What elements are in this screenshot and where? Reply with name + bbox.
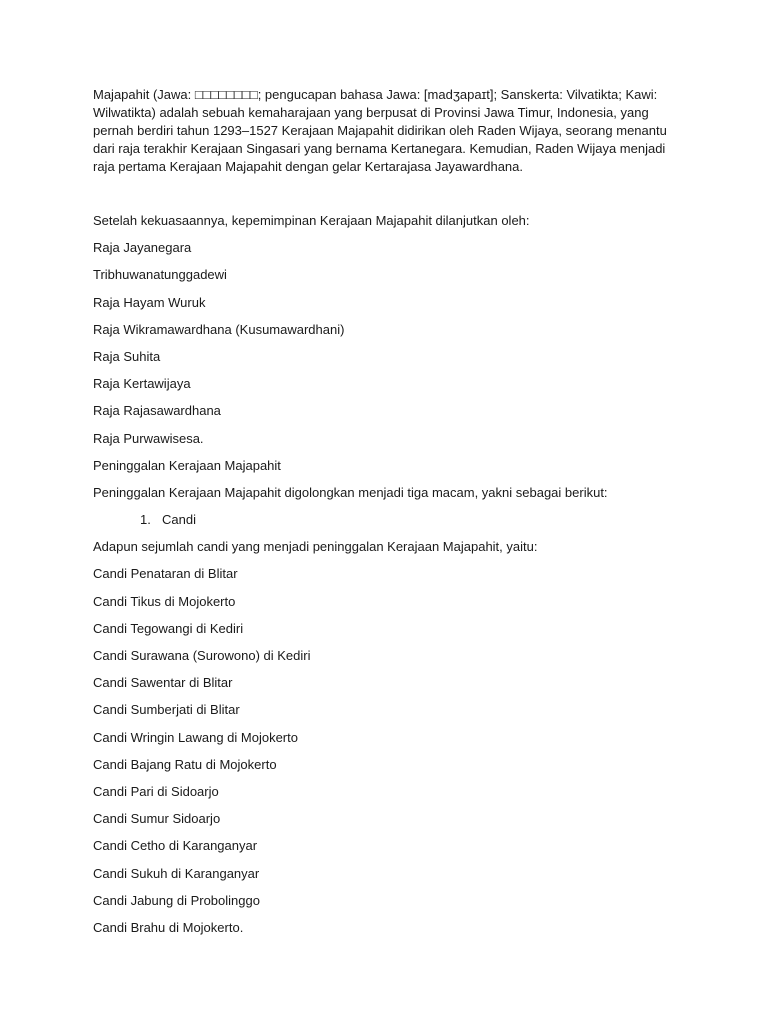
candi-item: Candi Bajang Ratu di Mojokerto [93,756,277,772]
legacy-intro: Peninggalan Kerajaan Majapahit digolongkan menjadi tiga macam, yakni sebagai berikut: [93,484,608,500]
paragraph-gap [93,176,683,204]
intro-line: pernah berdiri tahun 1293–1527 Kerajaan Majapahit didirikan oleh Raden Wijaya, seorang menantu [93,123,667,138]
intro-line: Majapahit (Jawa: □□□□□□□□; pengucapan bahasa Jawa: [madʒapaɪt]; Sanskerta: Vilvatikta; Kawi: [93,87,658,102]
legacy-heading: Peninggalan Kerajaan Majapahit [93,457,281,473]
candi-item: Candi Sukuh di Karanganyar [93,865,260,881]
candi-item: Candi Tegowangi di Kediri [93,620,244,636]
leader-item: Raja Hayam Wuruk [93,294,206,310]
candi-item: Candi Penataran di Blitar [93,566,238,582]
candi-item: Candi Cetho di Karanganyar [93,838,258,854]
candi-item: Candi Sumberjati di Blitar [93,702,240,718]
leader-item: Raja Purwawisesa. [93,430,204,446]
candi-item: Candi Sawentar di Blitar [93,675,233,691]
candi-item: Candi Wringin Lawang di Mojokerto [93,729,298,745]
list-label: Candi [162,512,196,528]
leaders-intro: Setelah kekuasaannya, kepemimpinan Kerajaan Majapahit dilanjutkan oleh: [93,213,530,228]
leader-item: Raja Kertawijaya [93,376,191,392]
candi-item: Candi Jabung di Probolinggo [93,892,260,908]
document-body [93,86,683,946]
intro-line: raja pertama Kerajaan Majapahit dengan gelar Kertarajasa Jayawardhana. [93,159,523,174]
intro-paragraph [93,86,683,176]
leader-item: Raja Jayanegara [93,240,192,256]
candi-item: Candi Surawana (Surowono) di Kediri [93,648,311,663]
numbered-list-item [93,511,683,538]
leader-item: Raja Rajasawardhana [93,403,221,419]
candi-intro: Adapun sejumlah candi yang menjadi peninggalan Kerajaan Majapahit, yaitu: [93,539,538,555]
leader-item: Tribhuwanatunggadewi [93,267,227,283]
leader-item: Raja Wikramawardhana (Kusumawardhani) [93,321,345,337]
candi-item: Candi Brahu di Mojokerto. [93,919,244,935]
intro-line: Wilwatikta) adalah sebuah kemaharajaan yang berpusat di Provinsi Jawa Timur, Indonesia, yang [93,105,649,120]
leader-item: Raja Suhita [93,348,161,364]
candi-item: Candi Pari di Sidoarjo [93,783,219,799]
list-number: 1. [140,512,151,528]
intro-line: dari raja terakhir Kerajaan Singasari yang bernama Kertanegara. Kemudian, Raden Wijaya menjadi [93,141,666,156]
candi-item: Candi Tikus di Mojokerto [93,593,236,609]
candi-item: Candi Sumur Sidoarjo [93,811,221,827]
